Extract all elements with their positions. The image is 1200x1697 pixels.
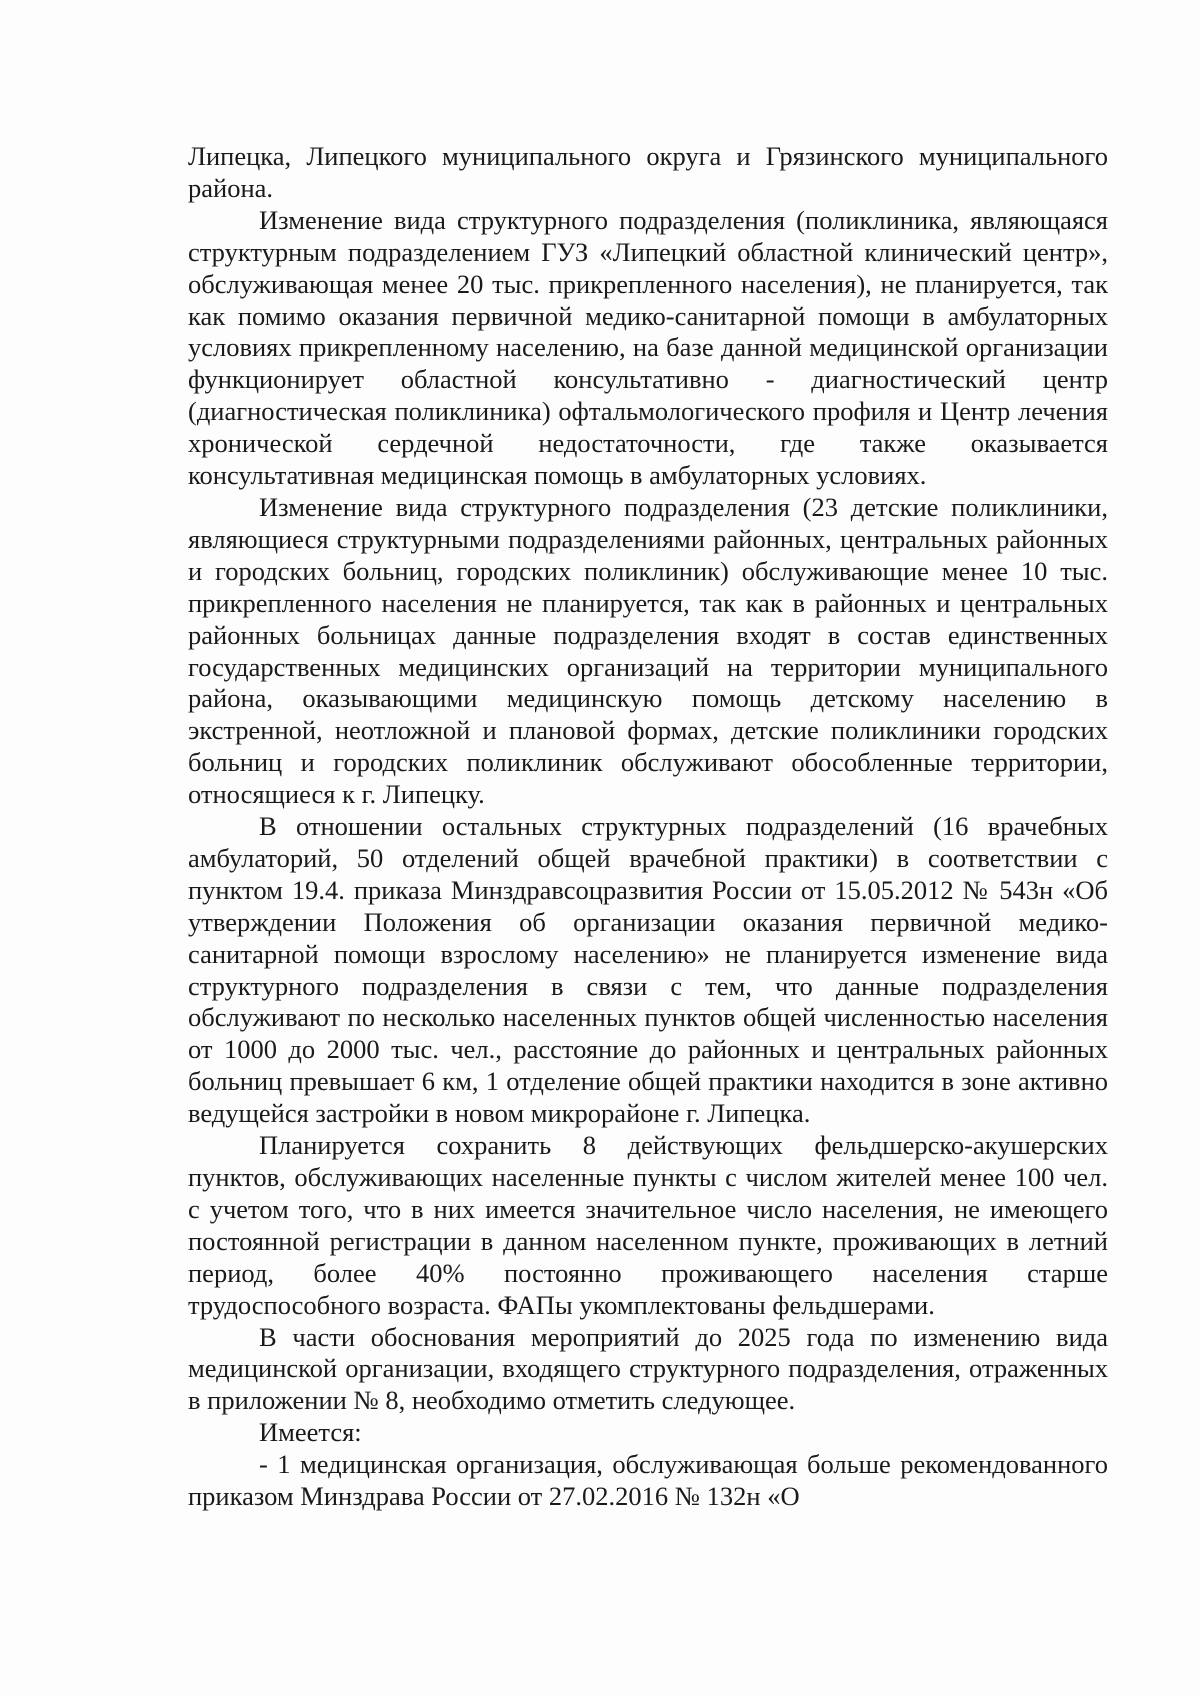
- paragraph-children-polyclinics: Изменение вида структурного подразделения (23 детские поликлиники, являющиеся структурными подразделениями районных, центральных районных и городских больниц, городских поликлиник) обслуживающие менее 10 тыс. прикрепленного населения не планируется, так как в районных и центральных районных больницах данные подразделения входят в состав единственных государственных медицинских организаций на территории муниципального района, оказывающими медицинскую помощь детскому населению в экстренной, неотложной и плановой формах, детские поликлиники городских больниц и городских поликлиник обслуживают обособленные территории, относящиеся к г. Липецку.: [188, 491, 1108, 810]
- paragraph-polyclinic-change: Изменение вида структурного подразделения (поликлиника, являющаяся структурным подразделением ГУЗ «Липецкий областной клинический центр», обслуживающая менее 20 тыс. прикрепленного населения), не планируется, так как помимо оказания первичной медико-санитарной помощи в амбулаторных условиях прикрепленному населению, на базе данной медицинской организации функционирует областной консультативно - диагностический центр (диагностическая поликлиника) офтальмологического профиля и Центр лечения хронической сердечной недостаточности, где также оказывается консультативная медицинская помощь в амбулаторных условиях.: [188, 204, 1108, 491]
- paragraph-continuation: Липецка, Липецкого муниципального округа и Грязинского муниципального района.: [188, 141, 1108, 203]
- paragraph-exists-label: Имеется:: [259, 1417, 362, 1448]
- paragraph-justification: В части обоснования мероприятий до 2025 года по изменению вида медицинской организации, входящего структурного подразделения, отраженных в приложении № 8, необходимо отметить следующее.: [188, 1321, 1108, 1416]
- list-item-medical-organization: - 1 медицинская организация, обслуживающая больше рекомендованного приказом Минздрава России от 27.02.2016 № 132н «О: [188, 1449, 1108, 1512]
- paragraph-other-subdivisions: В отношении остальных структурных подразделений (16 врачебных амбулаторий, 50 отделений общей врачебной практики) в соответствии с пунктом 19.4. приказа Минздравсоцразвития России от 15.05.2012 № 543н «Об утверждении Положения об организации оказания первичной медико-санитарной помощи взрослому населению» не планируется изменение вида структурного подразделения в связи с тем, что данные подразделения обслуживают по несколько населенных пунктов общей численностью населения от 1000 до 2000 тыс. чел., расстояние до районных и центральных районных больниц превышает 6 км, 1 отделение общей практики находится в зоне активно ведущейся застройки в новом микрорайоне г. Липецка.: [188, 811, 1108, 1129]
- document-body: [188, 141, 1108, 1513]
- paragraph-fap-points: Планируется сохранить 8 действующих фельдшерско-акушерских пунктов, обслуживающих населенные пункты с числом жителей менее 100 чел. с учетом того, что в них имеется значительное число населения, не имеющего постоянной регистрации в данном населенном пункте, проживающих в летний период, более 40% постоянно проживающего населения старше трудоспособного возраста. ФАПы укомплектованы фельдшерами.: [188, 1130, 1108, 1320]
